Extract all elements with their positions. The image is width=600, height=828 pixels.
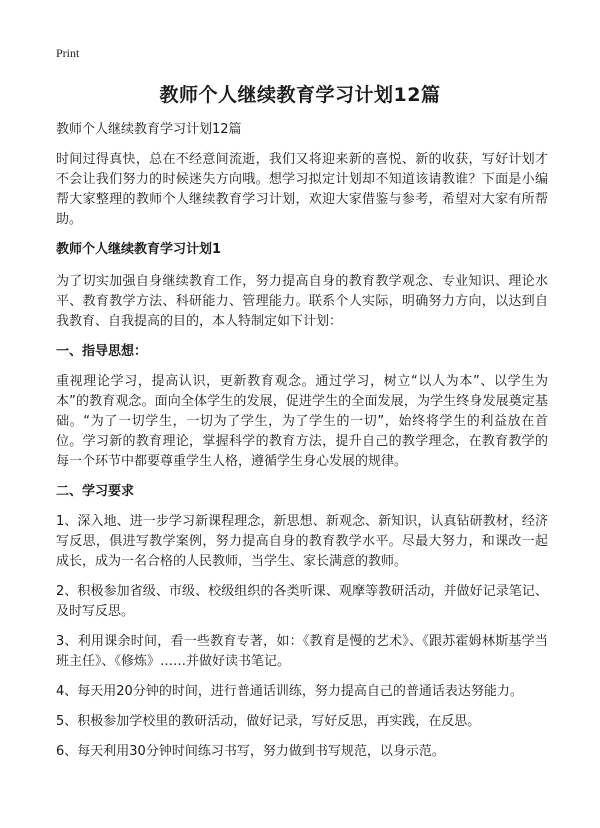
heading-study-requirements: 二、学习要求 (56, 484, 135, 499)
requirement-item-5: 5、积极参加学校里的教研活动，做好记录，写好反思，再实践，在反思。 (56, 714, 481, 729)
requirement-item-1: 1、深入地、进一步学习新课程理念，新思想、新观念、新知识，认真钻研教材，经济写反思，俱进写教学案例，努力提高自身的教育教学水平。尽最大努力，和课改一起成长，成为一名合格的人民教师，当学生、家长满意的教师。 (56, 514, 548, 569)
heading-guiding-ideology: 一、指导思想： (56, 344, 148, 359)
document-title: 教师个人继续教育学习计划12篇 (159, 84, 441, 106)
section-title: 教师个人继续教育学习计划1 (56, 242, 222, 257)
requirement-item-6: 6、每天利用30分钟时间练习书写，努力做到书写规范，以身示范。 (56, 744, 445, 759)
intro-paragraph: 时间过得真快，总在不经意间流逝，我们又将迎来新的喜悦、新的收获，写好计划才不会让我们努力的时候迷失方向哦。想学习拟定计划却不知道该请教谁？下面是小编帮大家整理的教师个人继续教育学习计划，欢迎大家借鉴与参考，希望对大家有所帮助。 (56, 152, 548, 227)
print-label: Print (56, 46, 80, 60)
document-body (56, 120, 548, 772)
guiding-ideology-paragraph: 重视理论学习，提高认识，更新教育观念。通过学习，树立“以人为本”、以学生为本”的教育观念。面向全体学生的发展，促进学生的全面发展，为学生终身发展奠定基础。“为了一切学生，一切为了学生，为了学生的一切”，始终将学生的利益放在首位。学习新的教育理论，掌握科学的教育方法，提升自己的教学理念，在教育教学的每一个环节中都要尊重学生人格，遵循学生身心发展的规律。 (56, 374, 548, 469)
requirement-item-2: 2、积极参加省级、市级、校级组织的各类听课、观摩等教研活动，并做好记录笔记、及时写反思。 (56, 584, 548, 619)
document-subtitle: 教师个人继续教育学习计划12篇 (56, 122, 242, 137)
requirement-item-3: 3、利用课余时间，看一些教育专著，如：《教育是慢的艺术》、《跟苏霍姆林斯基学当班主任》、《修炼》……并做好读书笔记。 (56, 634, 548, 669)
requirement-item-4: 4、每天用20分钟的时间，进行普通话训练，努力提高自己的普通话表达努能力。 (56, 684, 523, 699)
section-paragraph: 为了切实加强自身继续教育工作，努力提高自身的教育教学观念、专业知识、理论水平、教育教学方法、科研能力、管理能力。联系个人实际，明确努力方向，以达到自我教育、自我提高的目的，本人特制定如下计划： (56, 274, 548, 329)
